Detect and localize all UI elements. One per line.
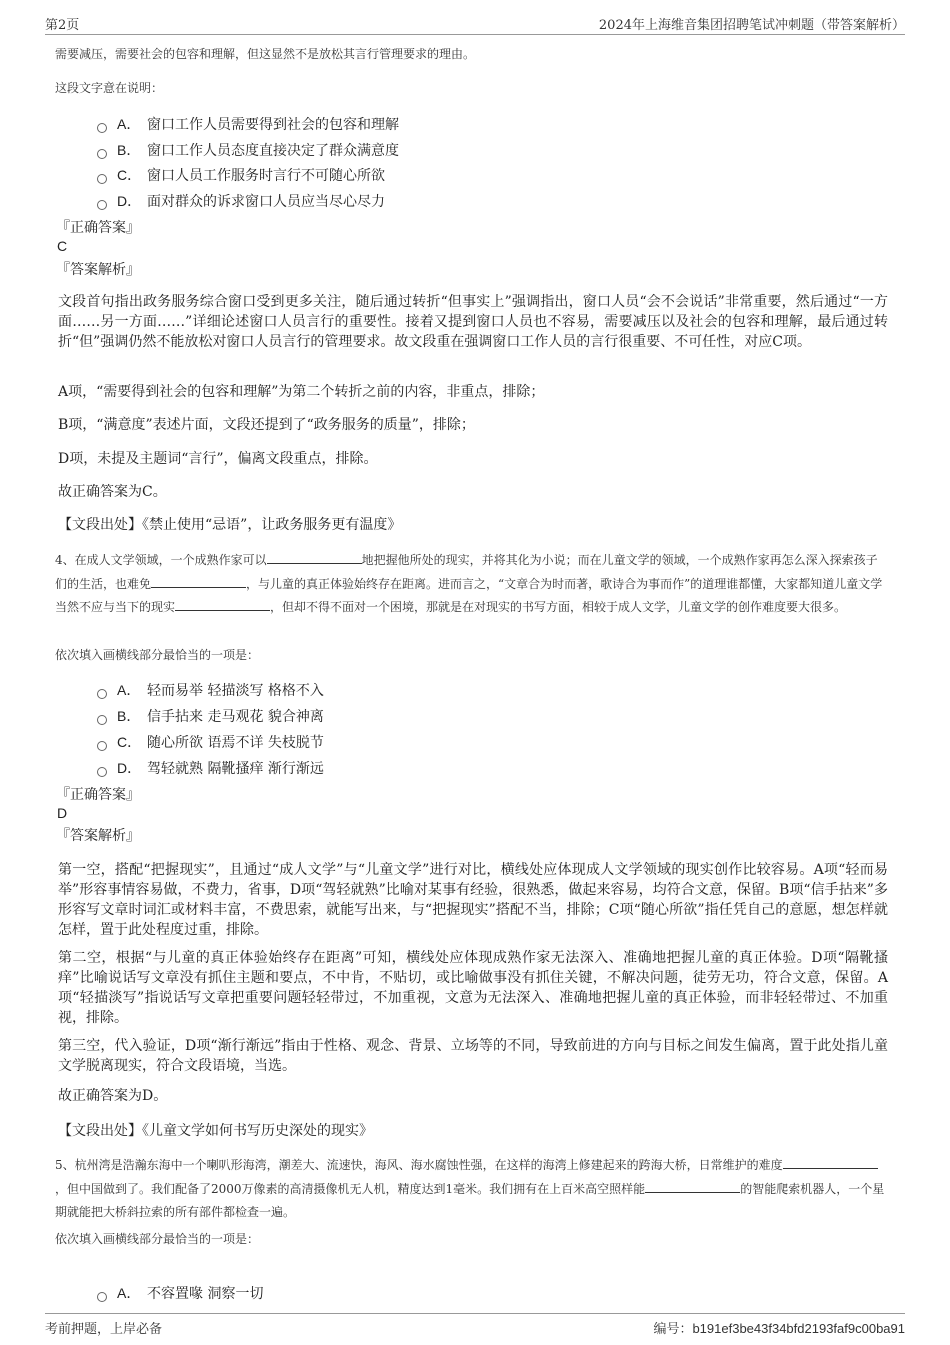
- document-title: 2024年上海维音集团招聘笔试冲刺题（带答案解析）: [598, 18, 905, 33]
- fill-blank: [151, 574, 246, 588]
- q3-prompt: 这段文字意在说明：: [55, 81, 164, 95]
- q5-option-a[interactable]: A． 不容置喙 洞察一切: [97, 1283, 263, 1303]
- radio-icon[interactable]: [97, 174, 107, 184]
- q5-prompt: 依次填入画横线部分最恰当的一项是：: [55, 1232, 260, 1246]
- q3-analysis-paragraph: D项，未提及主题词“言行”，偏离文段重点，排除。: [58, 451, 378, 467]
- q4-analysis-paragraph: 故正确答案为D。: [58, 1088, 168, 1104]
- radio-icon[interactable]: [97, 715, 107, 725]
- q4-option-b[interactable]: B． 信手拈来 走马观花 貌合神离: [97, 706, 324, 726]
- q4-answer: D: [57, 805, 68, 821]
- q3-analysis-paragraph: 文段首句指出政务服务综合窗口受到更多关注，随后通过转折“但事实上”强调指出，窗口人员“会不会说话”非常重要，然后通过“一方面……另一方面……”详细论述窗口人员言行的重要性。接着又提到窗口人员也不容易，需要减压以及社会的包容和理解，最后通过转折“但”强调仍然不能放松对窗口人员言行的管理要求。故文段重在强调窗口工作人员的言行很重要、不可任性，对应C项。: [58, 294, 888, 350]
- radio-icon[interactable]: [97, 149, 107, 159]
- radio-icon[interactable]: [97, 767, 107, 777]
- q3-source: 【文段出处】《禁止使用“忌语”，让政务服务更有温度》: [58, 517, 402, 533]
- radio-icon[interactable]: [97, 1292, 107, 1302]
- radio-icon[interactable]: [97, 741, 107, 751]
- q4-analysis-label: 『答案解析』: [56, 828, 140, 844]
- q4-prompt: 依次填入画横线部分最恰当的一项是：: [55, 648, 260, 662]
- q3-tail-text: 需要减压，需要社会的包容和理解，但这显然不是放松其言行管理要求的理由。: [55, 47, 476, 61]
- fill-blank: [783, 1155, 878, 1169]
- q3-option-c[interactable]: C． 窗口人员工作服务时言行不可随心所欲: [97, 165, 385, 185]
- radio-icon[interactable]: [97, 200, 107, 210]
- q3-analysis-paragraph: A项，“需要得到社会的包容和理解”为第二个转折之前的内容，非重点，排除；: [58, 384, 545, 400]
- q4-option-c[interactable]: C． 随心所欲 语焉不详 失枝脱节: [97, 732, 324, 752]
- q4-option-d[interactable]: D． 驾轻就熟 隔靴搔痒 渐行渐远: [97, 758, 324, 778]
- q3-option-d[interactable]: D． 面对群众的诉求窗口人员应当尽心尽力: [97, 191, 385, 211]
- q3-option-b[interactable]: B． 窗口工作人员态度直接决定了群众满意度: [97, 140, 399, 160]
- fill-blank: [645, 1179, 740, 1193]
- q4-option-a[interactable]: A． 轻而易举 轻描淡写 格格不入: [97, 680, 324, 700]
- q4-answer-label: 『正确答案』: [56, 787, 140, 803]
- q3-analysis-paragraph: 故正确答案为C。: [58, 484, 167, 500]
- page-number: 第2页: [45, 18, 80, 33]
- q3-answer: C: [57, 238, 68, 254]
- q4-source: 【文段出处】《儿童文学如何书写历史深处的现实》: [58, 1123, 373, 1139]
- fill-blank: [267, 550, 362, 564]
- footer-slogan: 考前押题，上岸必备: [45, 1322, 163, 1337]
- radio-icon[interactable]: [97, 123, 107, 133]
- page-header: [45, 14, 905, 35]
- document-code: 编号：b191ef3be43f34bfd2193faf9c00ba91: [653, 1321, 905, 1337]
- radio-icon[interactable]: [97, 689, 107, 699]
- q5-number: 5、: [55, 1158, 75, 1172]
- page-footer: [45, 1313, 905, 1337]
- fill-blank: [175, 597, 270, 611]
- q4-analysis-paragraph: 第三空，代入验证，D项“渐行渐远”指由于性格、观念、背景、立场等的不同，导致前进的方向与目标之间发生偏离，置于此处指儿童文学脱离现实，符合文段语境，当选。: [58, 1038, 888, 1074]
- q3-option-a[interactable]: A． 窗口工作人员需要得到社会的包容和理解: [97, 114, 399, 134]
- q5-question-text: 5、杭州湾是浩瀚东海中一个喇叭形海湾，潮差大、流速快，海风、海水腐蚀性强，在这样的海湾上修建起来的跨海大桥，日常维护的难度，但中国做到了。我们配备了2000万像素的高清摄像机无人机，精度达到1毫米。我们拥有在上百米高空照样能 的智能爬索机器人，一个星期就能把大桥斜拉索的所有部件都检查一遍。: [55, 1154, 887, 1225]
- q3-analysis-label: 『答案解析』: [56, 262, 140, 278]
- q3-answer-label: 『正确答案』: [56, 220, 140, 236]
- q4-analysis-paragraph: 第二空，根据“与儿童的真正体验始终存在距离”可知，横线处应体现成熟作家无法深入、准确地把握儿童的真正体验。D项“隔靴搔痒”比喻说话写文章没有抓住主题和要点，不中肯，不贴切，或比喻做事没有抓住关键，不解决问题，徒劳无功，符合文意，保留。A项“轻描淡写”指说话写文章把重要问题轻轻带过，不加重视，文意为无法深入、准确地把握儿童的真正体验，而非轻轻带过、不加重视，排除。: [58, 950, 888, 1026]
- q3-analysis-paragraph: B项，“满意度”表述片面，文段还提到了“政务服务的质量”，排除；: [58, 417, 475, 433]
- q4-question-text: 4、在成人文学领域，一个成熟作家可以 地把握他所处的现实，并将其化为小说；而在儿童文学的领域，一个成熟作家再怎么深入探索孩子们的生活，也难免 ，与儿童的真正体验始终存在距离。进而言之，“文章合为时而著，歌诗合为事而作”的道理谁都懂，大家都知道儿童文学当然不应与当下的现实 ，但却不得不面对一个困境，那就是在对现实的书写方面，相较于成人文学，儿童文学的创作难度要大很多。: [55, 549, 887, 620]
- q4-number: 4、: [55, 553, 75, 567]
- q4-analysis-paragraph: 第一空，搭配“把握现实”，且通过“成人文学”与“儿童文学”进行对比，横线处应体现成人文学领域的现实创作比较容易。A项“轻而易举”形容事情容易做，不费力，省事，D项“驾轻就熟”比喻对某事有经验，很熟悉，做起来容易，均符合文意，保留。B项“信手拈来”多形容写文章时词汇或材料丰富，不费思索，就能写出来，与“把握现实”搭配不当，排除；C项“随心所欲”指任凭自己的意愿，想怎样就怎样，置于此处程度过重，排除。: [58, 862, 888, 938]
